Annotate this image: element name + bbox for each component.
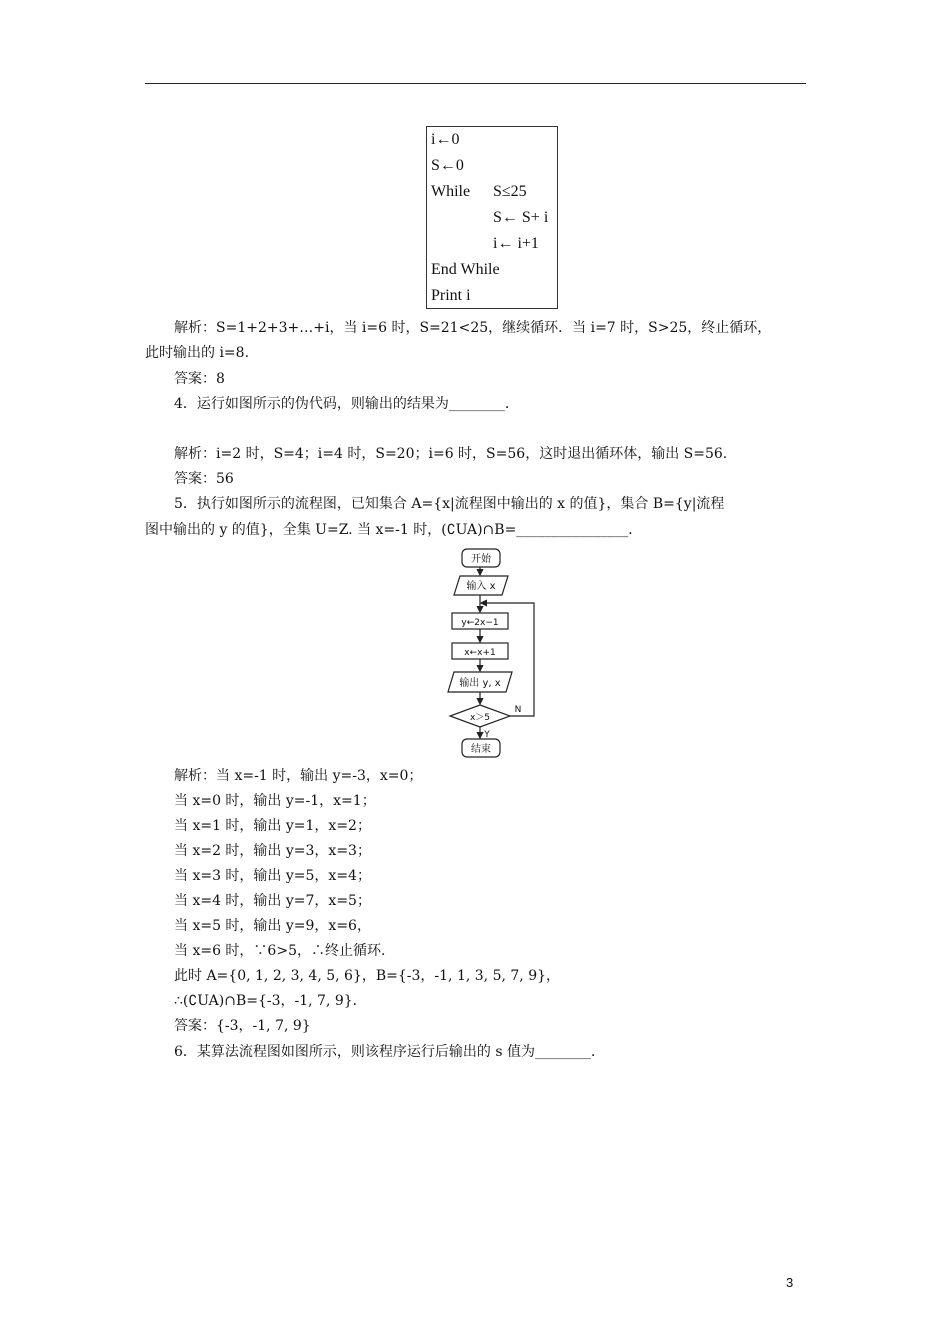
- code-line: Print i: [431, 287, 471, 304]
- code-line: While: [431, 183, 471, 200]
- code-line: S≤25: [493, 183, 527, 200]
- header-rule: [145, 83, 806, 84]
- q4-answer: 答案：56: [174, 471, 234, 487]
- q4-question: 4．运行如图所示的伪代码，则输出的结果为________．: [174, 396, 519, 412]
- flow-no-label: N: [514, 705, 522, 715]
- flow-start-label: 开始: [471, 554, 491, 565]
- page-number: 3: [786, 1275, 794, 1290]
- flow-end-label: 结束: [471, 744, 491, 755]
- q5-analysis-line: 当 x=2 时，输出 y=3，x=3；: [174, 843, 371, 859]
- flow-step1-label: y←2x−1: [461, 618, 499, 628]
- q5-analysis-line: 当 x=6 时，∵6>5，∴终止循环.: [174, 943, 386, 959]
- code-line: S←0: [431, 157, 464, 174]
- q3-answer: 答案：8: [174, 371, 225, 387]
- flow-input-label: 输入 x: [466, 581, 496, 592]
- q3-analysis: 解析：S=1+2+3+…+i，当 i=6 时，S=21<25，继续循环．当 i=7 时，S>25，终止循环，: [174, 320, 772, 336]
- pseudocode-box: [426, 126, 558, 309]
- q5-analysis-line: 解析：当 x=-1 时，输出 y=-3，x=0；: [174, 768, 423, 784]
- q3-analysis-cont: 此时输出的 i=8.: [145, 345, 250, 361]
- q5-analysis-line: 当 x=0 时，输出 y=-1，x=1；: [174, 793, 376, 809]
- q5-question-cont: 图中输出的 y 的值}，全集 U=Z. 当 x=-1 时，(∁UA)∩B=________________．: [145, 522, 643, 538]
- flow-cond-label: x＞5: [469, 713, 491, 723]
- flow-yes-label: Y: [484, 730, 490, 740]
- q5-answer: 答案：{-3，-1, 7, 9}: [174, 1018, 311, 1034]
- q6-question: 6．某算法流程图如图所示，则该程序运行后输出的 s 值为________．: [174, 1044, 605, 1060]
- flowchart: [440, 545, 550, 763]
- flow-step2-label: x←x+1: [464, 648, 496, 658]
- q5-analysis-line: 当 x=5 时，输出 y=9，x=6，: [174, 918, 371, 934]
- q5-analysis-line: 当 x=4 时，输出 y=7，x=5；: [174, 893, 371, 909]
- q5-analysis-line: 此时 A={0, 1, 2, 3, 4, 5, 6}，B={-3，-1, 1, 3, 5, 7, 9}，: [174, 968, 561, 984]
- q5-analysis-line: 当 x=3 时，输出 y=5，x=4；: [174, 868, 371, 884]
- q5-question: 5．执行如图所示的流程图，已知集合 A={x|流程图中输出的 x 的值}，集合 B={y|流程: [174, 496, 725, 512]
- code-line: End While: [431, 261, 500, 278]
- code-line: S← S+ i: [493, 209, 549, 226]
- q5-analysis-line: 当 x=1 时，输出 y=1，x=2；: [174, 818, 371, 834]
- code-line: i←0: [431, 131, 460, 148]
- q4-analysis: 解析：i=2 时，S=4；i=4 时，S=20；i=6 时，S=56，这时退出循环体，输出 S=56.: [174, 446, 728, 462]
- flow-output-label: 输出 y, x: [459, 678, 501, 689]
- code-line: i← i+1: [493, 235, 539, 252]
- q5-analysis-line: ∴(∁UA)∩B={-3，-1, 7, 9}．: [174, 993, 367, 1009]
